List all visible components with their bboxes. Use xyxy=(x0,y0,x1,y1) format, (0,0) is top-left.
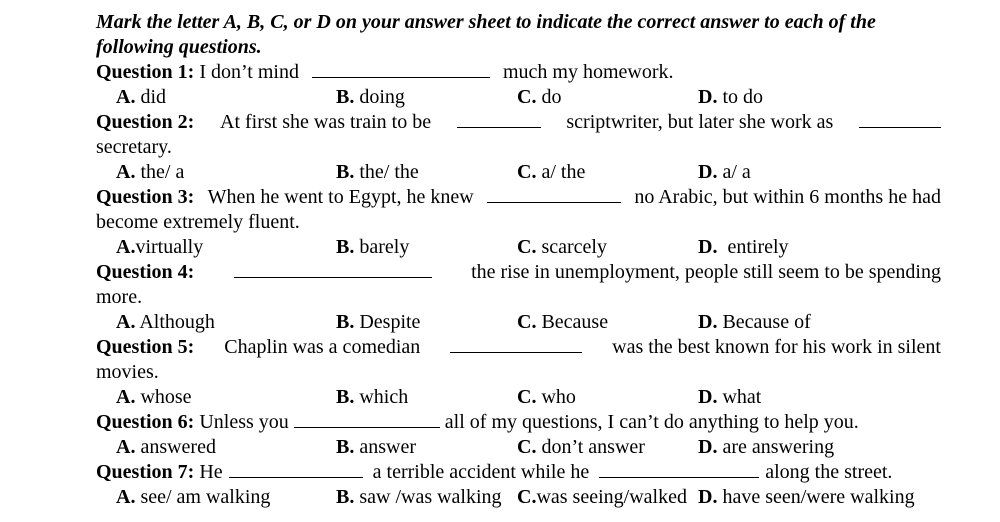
option-a[interactable]: A. answered xyxy=(116,436,216,458)
question-text: all of my questions, I can’t do anything to help you. xyxy=(444,411,859,433)
option-a[interactable]: A. the/ a xyxy=(116,161,185,183)
question-6-options xyxy=(96,435,941,460)
question-3-options xyxy=(96,235,941,260)
question-label: Question 5: xyxy=(96,336,195,358)
option-c[interactable]: C. don’t answer xyxy=(517,436,645,458)
option-a[interactable]: A. see/ am walking xyxy=(116,486,271,508)
question-5-stem xyxy=(96,335,941,360)
option-a[interactable]: A. Although xyxy=(116,311,215,333)
option-a[interactable]: A. did xyxy=(116,86,167,108)
option-a[interactable]: A. whose xyxy=(116,386,192,408)
question-label: Question 2: xyxy=(96,111,195,133)
option-c[interactable]: C. Because xyxy=(517,311,609,333)
question-label: Question 7: xyxy=(96,461,195,483)
option-d[interactable]: D. a/ a xyxy=(698,161,751,183)
question-2-stem xyxy=(96,110,941,135)
question-text: He xyxy=(199,461,223,483)
question-text: the rise in unemployment, people still seem to be spending xyxy=(471,261,941,283)
option-b[interactable]: B. doing xyxy=(336,86,405,108)
exercise-document xyxy=(96,10,941,510)
question-1-stem xyxy=(96,60,941,85)
question-label: Question 3: xyxy=(96,186,195,208)
question-2-continuation: secretary. xyxy=(96,136,172,158)
answer-blank xyxy=(487,185,621,203)
option-b[interactable]: B. which xyxy=(336,386,409,408)
option-b[interactable]: B. Despite xyxy=(336,311,421,333)
question-5-options xyxy=(96,385,941,410)
question-5-continuation: movies. xyxy=(96,361,159,383)
option-d[interactable]: D. are answering xyxy=(698,436,835,458)
answer-blank xyxy=(294,410,440,428)
question-label: Question 6: xyxy=(96,411,195,433)
option-d[interactable]: D. what xyxy=(698,386,762,408)
question-2-options xyxy=(96,160,941,185)
question-label: Question 4: xyxy=(96,261,195,283)
question-4-continuation: more. xyxy=(96,286,143,308)
option-b[interactable]: B. answer xyxy=(336,436,416,458)
answer-blank xyxy=(234,260,432,278)
option-c[interactable]: C. a/ the xyxy=(517,161,586,183)
option-a[interactable]: A.virtually xyxy=(116,236,204,258)
question-text: scriptwriter, but later she work as xyxy=(566,111,834,133)
option-d[interactable]: D. have seen/were walking xyxy=(698,486,915,508)
question-7-options xyxy=(96,485,941,510)
answer-blank xyxy=(599,460,759,478)
option-c[interactable]: C.was seeing/walked xyxy=(517,486,687,508)
question-text: along the street. xyxy=(765,461,893,483)
question-text: Chaplin was a comedian xyxy=(224,336,421,358)
answer-blank xyxy=(229,460,363,478)
option-d[interactable]: D. to do xyxy=(698,86,764,108)
option-d[interactable]: D. entirely xyxy=(698,236,789,258)
instruction-line-1: Mark the letter A, B, C, or D on your answer sheet to indicate the correct answer to each of the xyxy=(96,11,876,33)
question-text: When he went to Egypt, he knew xyxy=(207,186,474,208)
question-text: was the best known for his work in silent xyxy=(612,336,941,358)
question-text: I don’t mind xyxy=(199,61,299,83)
question-6-stem xyxy=(96,410,941,435)
question-3-stem xyxy=(96,185,941,210)
question-text: At first she was train to be xyxy=(220,111,432,133)
question-text: Unless you xyxy=(199,411,289,433)
question-label: Question 1: xyxy=(96,61,195,83)
question-4-options xyxy=(96,310,941,335)
answer-blank xyxy=(312,60,490,78)
question-text: a terrible accident while he xyxy=(372,461,590,483)
question-7-stem xyxy=(96,460,941,485)
answer-blank xyxy=(450,335,582,353)
question-1-options xyxy=(96,85,941,110)
answer-blank xyxy=(859,110,941,128)
option-b[interactable]: B. the/ the xyxy=(336,161,419,183)
option-b[interactable]: B. saw /was walking xyxy=(336,486,502,508)
option-d[interactable]: D. Because of xyxy=(698,311,811,333)
question-3-continuation: become extremely fluent. xyxy=(96,211,300,233)
question-4-stem xyxy=(96,260,941,285)
answer-blank xyxy=(457,110,541,128)
instruction-line-2: following questions. xyxy=(96,36,262,58)
question-text: much my homework. xyxy=(502,61,674,83)
option-c[interactable]: C. who xyxy=(517,386,576,408)
option-c[interactable]: C. do xyxy=(517,86,562,108)
question-text: no Arabic, but within 6 months he had xyxy=(634,186,941,208)
option-c[interactable]: C. scarcely xyxy=(517,236,607,258)
option-b[interactable]: B. barely xyxy=(336,236,410,258)
